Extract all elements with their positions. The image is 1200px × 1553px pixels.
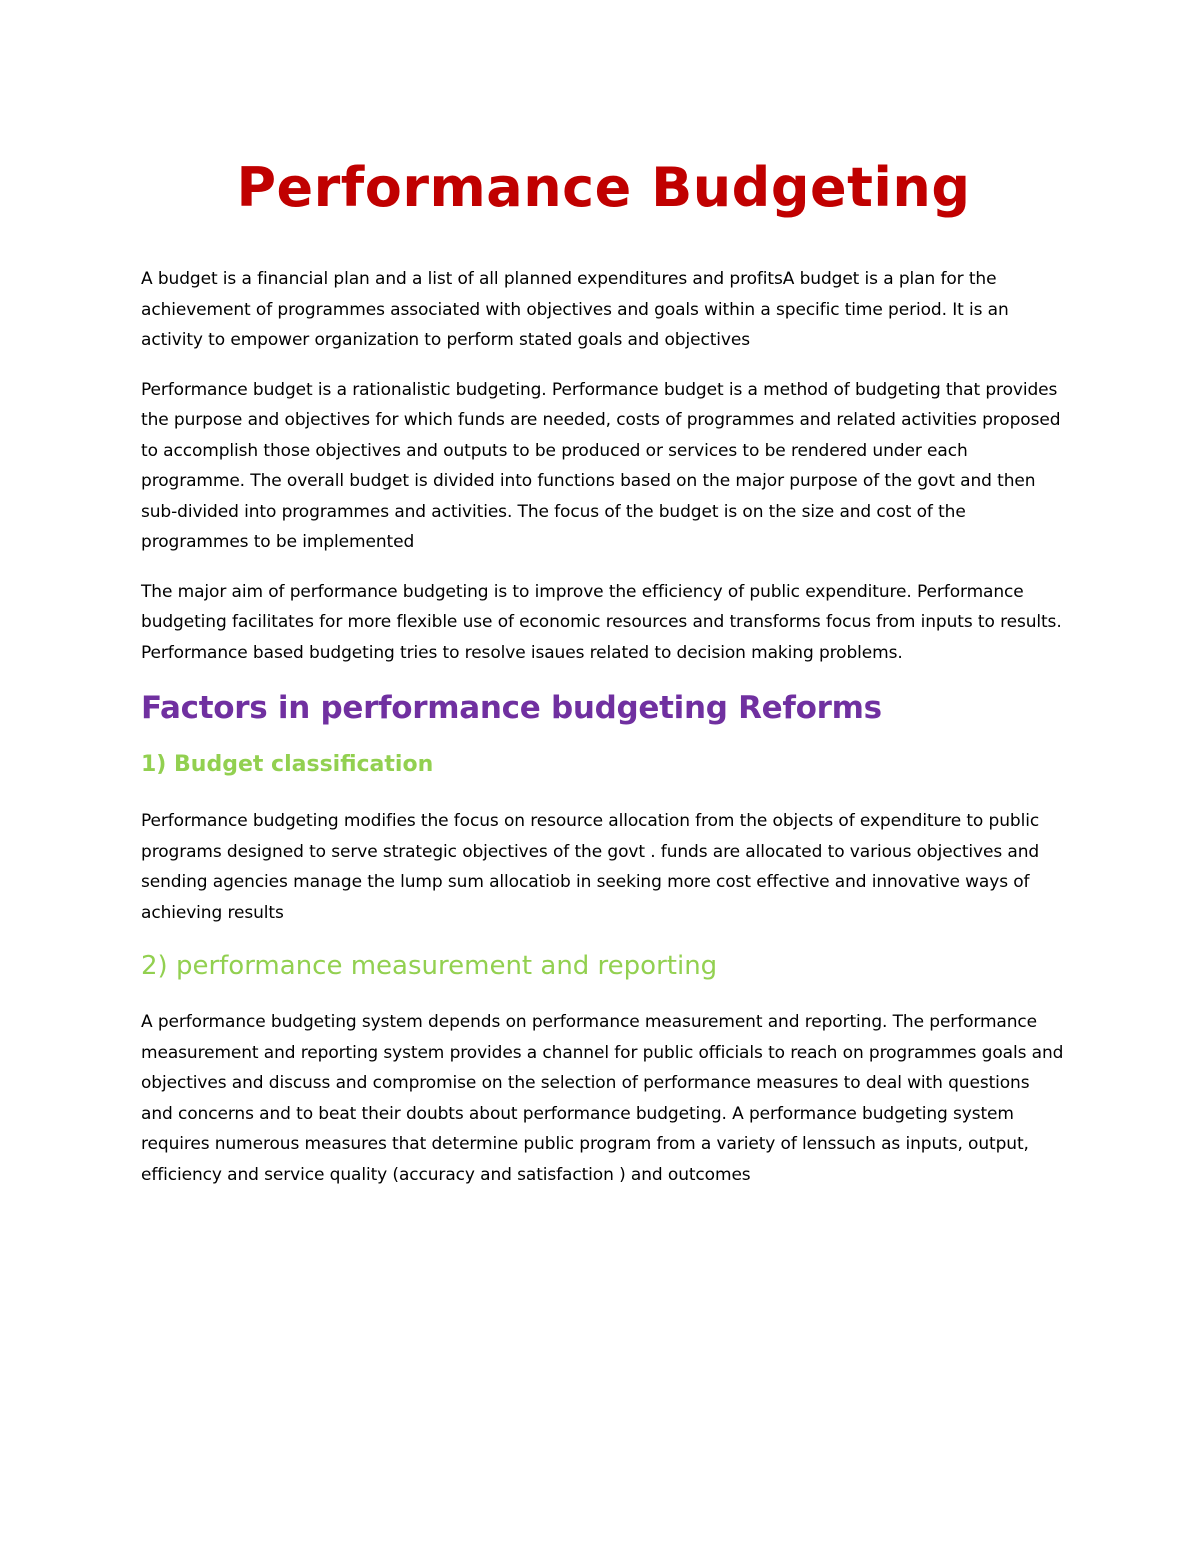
section-heading: Factors in performance budgeting Reforms bbox=[141, 690, 882, 726]
intro-paragraph-1: A budget is a financial plan and a list of all planned expenditures and profitsA budget is a plan for the achievement of programmes associated with objectives and goals within a specific time period. It is an activity to empower organization to perform stated goals and objectives bbox=[141, 269, 1009, 350]
document-content bbox=[141, 150, 1066, 1209]
subsection-heading-performance-measurement: 2) performance measurement and reporting bbox=[141, 951, 718, 981]
intro-paragraph-3: The major aim of performance budgeting is to improve the efficiency of public expenditure. Performance budgeting facilitates for more flexible use of economic resources and transforms focus from inputs to results. Performance based budgeting tries to resolve isaues related to decision making problems. bbox=[141, 581, 1062, 663]
subsection-paragraph-budget-classification: Performance budgeting modifies the focus on resource allocation from the objects of expenditure to public programs designed to serve strategic objectives of the govt . funds are allocated to various objectives and sending agencies manage the lump sum allocatiob in seeking more cost effective and innovative ways of achieving results bbox=[141, 811, 1040, 923]
intro-paragraph-2: Performance budget is a rationalistic budgeting. Performance budget is a method of budgeting that provides the purpose and objectives for which funds are needed, costs of programmes and related activities proposed to accomplish those objectives and outputs to be produced or services to be rendered under each programme. The overall budget is divided into functions based on the major purpose of the govt and then sub-divided into programmes and activities. The focus of the budget is on the size and cost of the programmes to be implemented bbox=[141, 379, 1061, 552]
subsection-paragraph-performance-measurement: A performance budgeting system depends on performance measurement and reporting. The performance measurement and reporting system provides a channel for public officials to reach on programmes goals and objectives and discuss and compromise on the selection of performance measures to deal with questions and concerns and to beat their doubts about performance budgeting. A performance budgeting system requires numerous measures that determine public program from a variety of lenssuch as inputs, output, efficiency and service quality (accuracy and satisfaction ) and outcomes bbox=[141, 1012, 1064, 1185]
subsection-heading-budget-classification: 1) Budget classification bbox=[141, 752, 434, 777]
document-title: Performance Budgeting bbox=[236, 156, 971, 219]
